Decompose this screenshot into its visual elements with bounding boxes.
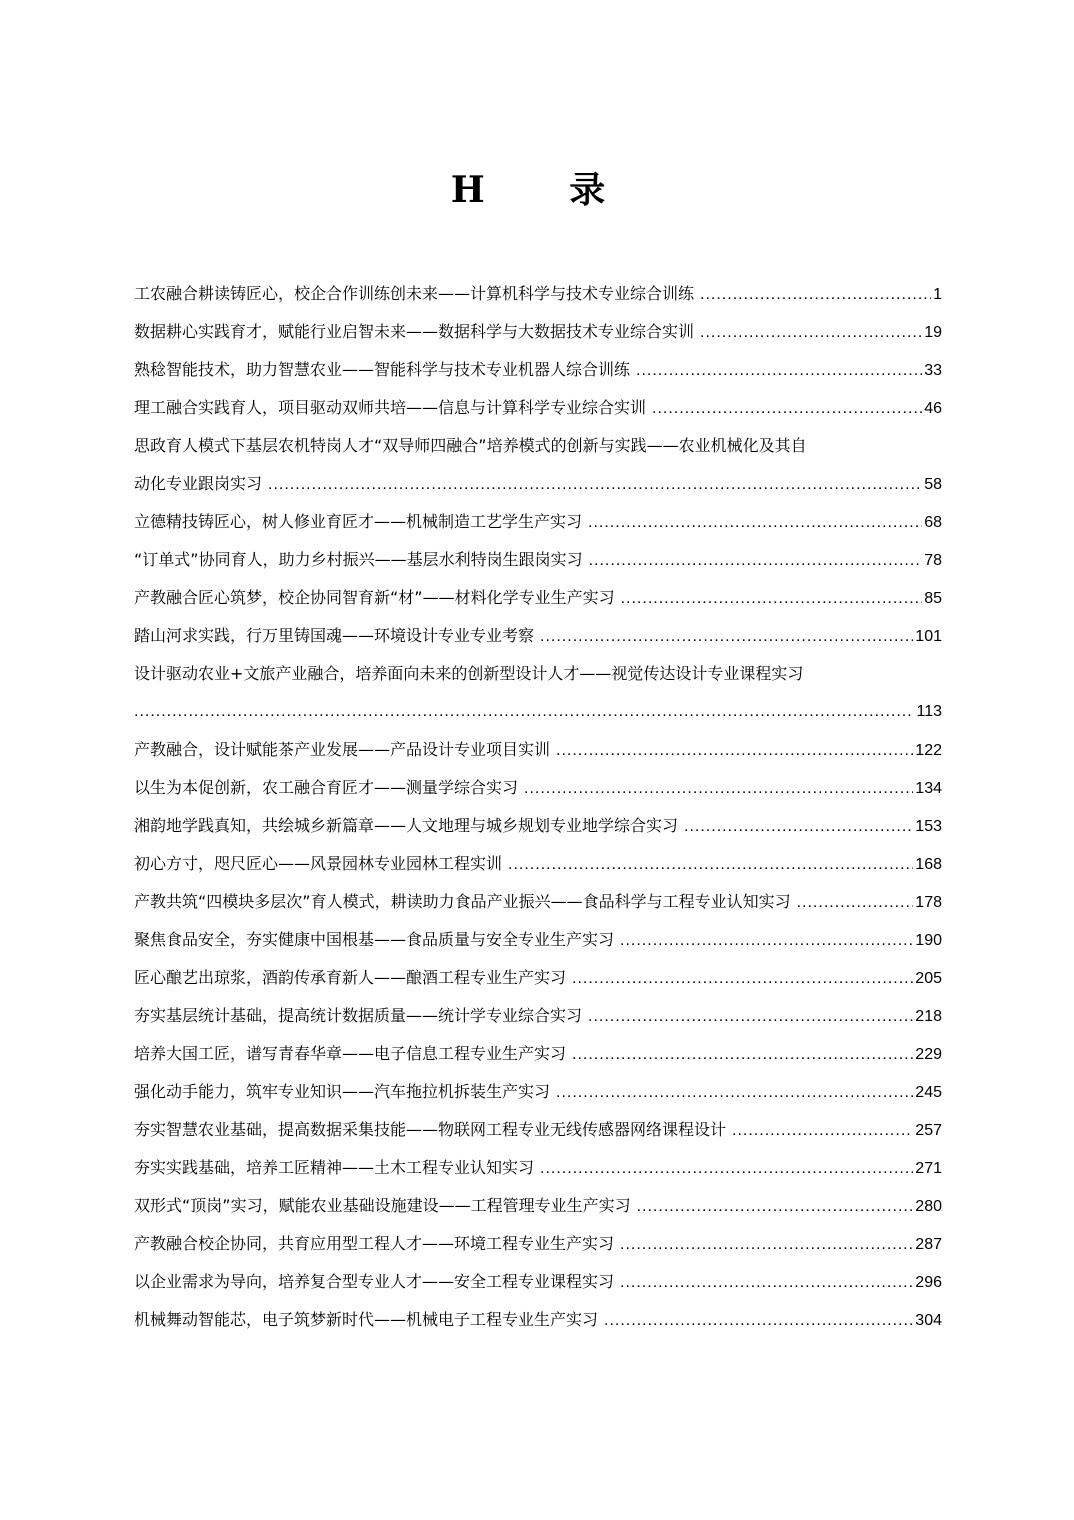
toc-page-number: 58 <box>924 476 942 493</box>
toc-entry[interactable] <box>134 959 942 997</box>
toc-entry[interactable] <box>134 503 942 541</box>
toc-entry[interactable] <box>134 1035 942 1073</box>
dot-leader <box>732 1112 913 1149</box>
dot-leader <box>588 998 913 1035</box>
toc-entry[interactable] <box>134 655 942 731</box>
toc-entry-title-line2: 动化专业跟岗实习 <box>134 474 263 493</box>
toc-entry[interactable] <box>134 1149 942 1187</box>
toc-entry-title: 机械舞动智能芯，电子筑梦新时代——机械电子工程专业生产实习 <box>134 1310 599 1329</box>
toc-entry-title: 双形式“顶岗”实习，赋能农业基础设施建设——工程管理专业生产实习 <box>134 1196 631 1215</box>
toc-entry-title: 夯实实践基础，培养工匠精神——土木工程专业认知实习 <box>134 1158 535 1177</box>
dot-leader <box>588 504 922 541</box>
toc-page-number: 46 <box>924 400 942 417</box>
toc-page-number: 33 <box>924 362 942 379</box>
dot-leader <box>637 1188 914 1225</box>
toc-entry[interactable] <box>134 769 942 807</box>
toc-page-number: 113 <box>916 703 942 720</box>
toc-entry-title-line1: 设计驱动农业+文旅产业融合，培养面向未来的创新型设计人才——视觉传达设计专业课程实习 <box>134 664 804 683</box>
toc-page-number: 280 <box>915 1198 942 1215</box>
toc-page-number: 296 <box>915 1274 942 1291</box>
toc-entry-title: 理工融合实践育人，项目驱动双师共培——信息与计算科学专业综合实训 <box>134 398 647 417</box>
toc-entry[interactable] <box>134 921 942 959</box>
dot-leader <box>684 808 913 845</box>
toc-entry-title: 熟稔智能技术，助力智慧农业——智能科学与技术专业机器人综合训练 <box>134 360 631 379</box>
toc-entry-title: 培养大国工匠，谱写青春华章——电子信息工程专业生产实习 <box>134 1044 567 1063</box>
toc-page-number: 287 <box>915 1236 942 1253</box>
dot-leader <box>508 846 913 883</box>
toc-page-number: 178 <box>915 894 942 911</box>
toc-entry[interactable] <box>134 579 942 617</box>
toc-entry[interactable] <box>134 807 942 845</box>
toc-entry-title: 匠心酿艺出琼浆，酒韵传承育新人——酿酒工程专业生产实习 <box>134 968 567 987</box>
dot-leader <box>652 390 922 427</box>
dot-leader <box>700 276 931 313</box>
toc-entry[interactable] <box>134 1263 942 1301</box>
dot-leader <box>700 314 922 351</box>
toc-entry[interactable] <box>134 883 942 921</box>
toc-page-number: 1 <box>933 286 942 303</box>
dot-leader <box>540 618 913 655</box>
toc-entry-title: 数据耕心实践育才，赋能行业启智未来——数据科学与大数据技术专业综合实训 <box>134 322 695 341</box>
dot-leader <box>621 580 923 617</box>
toc-entry[interactable] <box>134 275 942 313</box>
toc-entry-title-line1: 思政育人模式下基层农机特岗人才“双导师四融合”培养模式的创新与实践——农业机械化及其自 <box>134 436 807 455</box>
toc-entry-title: 强化动手能力，筑牢专业知识——汽车拖拉机拆装生产实习 <box>134 1082 551 1101</box>
toc-page-number: 205 <box>915 970 942 987</box>
toc-entry-title: 以企业需求为导向，培养复合型专业人才——安全工程专业课程实习 <box>134 1272 615 1291</box>
page-title: H 录 <box>450 169 642 211</box>
toc-entry[interactable] <box>134 427 942 503</box>
toc-entry-title: 以生为本促创新，农工融合育匠才——测量学综合实习 <box>134 778 519 797</box>
toc-entry-title: 夯实智慧农业基础，提高数据采集技能——物联网工程专业无线传感器网络课程设计 <box>134 1120 727 1139</box>
toc-entry-title: 产教融合校企协同，共育应用型工程人才——环境工程专业生产实习 <box>134 1234 615 1253</box>
toc-page-number: 19 <box>924 324 942 341</box>
dot-leader <box>134 693 914 731</box>
toc-page-number: 229 <box>915 1046 942 1063</box>
toc-entry-title: 产教融合，设计赋能茶产业发展——产品设计专业项目实训 <box>134 740 551 759</box>
toc-entry-title: 湘韵地学践真知，共绘城乡新篇章——人文地理与城乡规划专业地学综合实习 <box>134 816 679 835</box>
toc-entry[interactable] <box>134 541 942 579</box>
toc-page-number: 122 <box>915 742 942 759</box>
dot-leader <box>556 732 913 769</box>
toc-entry-title: 立德精技铸匠心，树人修业育匠才——机械制造工艺学生产实习 <box>134 512 583 531</box>
toc-entry-title: 踏山河求实践，行万里铸国魂——环境设计专业专业考察 <box>134 626 535 645</box>
toc-page-number: 78 <box>924 552 942 569</box>
toc-entry-title: 初心方寸，咫尺匠心——风景园林专业园林工程实训 <box>134 854 503 873</box>
toc-entry-title: 产教共筑“四模块多层次”育人模式，耕读助力食品产业振兴——食品科学与工程专业认知实习 <box>134 892 791 911</box>
toc-entry[interactable] <box>134 351 942 389</box>
toc-entry[interactable] <box>134 731 942 769</box>
toc-entry[interactable] <box>134 313 942 351</box>
toc-entry-title: “订单式”协同育人，助力乡村振兴——基层水利特岗生跟岗实习 <box>134 550 583 569</box>
dot-leader <box>556 1074 913 1111</box>
dot-leader <box>524 770 913 807</box>
toc-entry[interactable] <box>134 389 942 427</box>
toc-entry[interactable] <box>134 1225 942 1263</box>
dot-leader <box>572 1036 913 1073</box>
toc-page-number: 134 <box>915 780 942 797</box>
toc-entry-title: 夯实基层统计基础，提高统计数据质量——统计学专业综合实习 <box>134 1006 583 1025</box>
dot-leader <box>604 1302 913 1339</box>
toc-page-number: 68 <box>924 514 942 531</box>
dot-leader <box>620 1226 913 1263</box>
toc-page-number: 271 <box>915 1160 942 1177</box>
dot-leader <box>797 884 914 921</box>
dot-leader <box>589 542 923 579</box>
toc-page-number: 190 <box>915 932 942 949</box>
toc-page-number: 218 <box>915 1008 942 1025</box>
toc-page-number: 153 <box>915 818 942 835</box>
toc-entry-title: 聚焦食品安全，夯实健康中国根基——食品质量与安全专业生产实习 <box>134 930 615 949</box>
toc-entry[interactable] <box>134 1301 942 1339</box>
dot-leader <box>268 466 922 503</box>
toc-page-number: 245 <box>915 1084 942 1101</box>
dot-leader <box>636 352 922 389</box>
toc-page-number: 257 <box>915 1122 942 1139</box>
toc-page-number: 101 <box>915 628 942 645</box>
toc-entry-title: 工农融合耕读铸匠心，校企合作训练创未来——计算机科学与技术专业综合训练 <box>134 284 695 303</box>
toc-entry[interactable] <box>134 1111 942 1149</box>
toc-page-number: 304 <box>915 1312 942 1329</box>
toc-entry[interactable] <box>134 617 942 655</box>
toc-page-number: 168 <box>915 856 942 873</box>
toc-entry[interactable] <box>134 1073 942 1111</box>
toc-entry[interactable] <box>134 1187 942 1225</box>
dot-leader <box>620 922 913 959</box>
dot-leader <box>620 1264 913 1301</box>
table-of-contents <box>134 275 942 1339</box>
toc-entry[interactable] <box>134 997 942 1035</box>
toc-entry[interactable] <box>134 845 942 883</box>
dot-leader <box>572 960 913 997</box>
toc-entry-title: 产教融合匠心筑梦，校企协同智育新“材”——材料化学专业生产实习 <box>134 588 615 607</box>
toc-page-number: 85 <box>924 590 942 607</box>
dot-leader <box>540 1150 913 1187</box>
